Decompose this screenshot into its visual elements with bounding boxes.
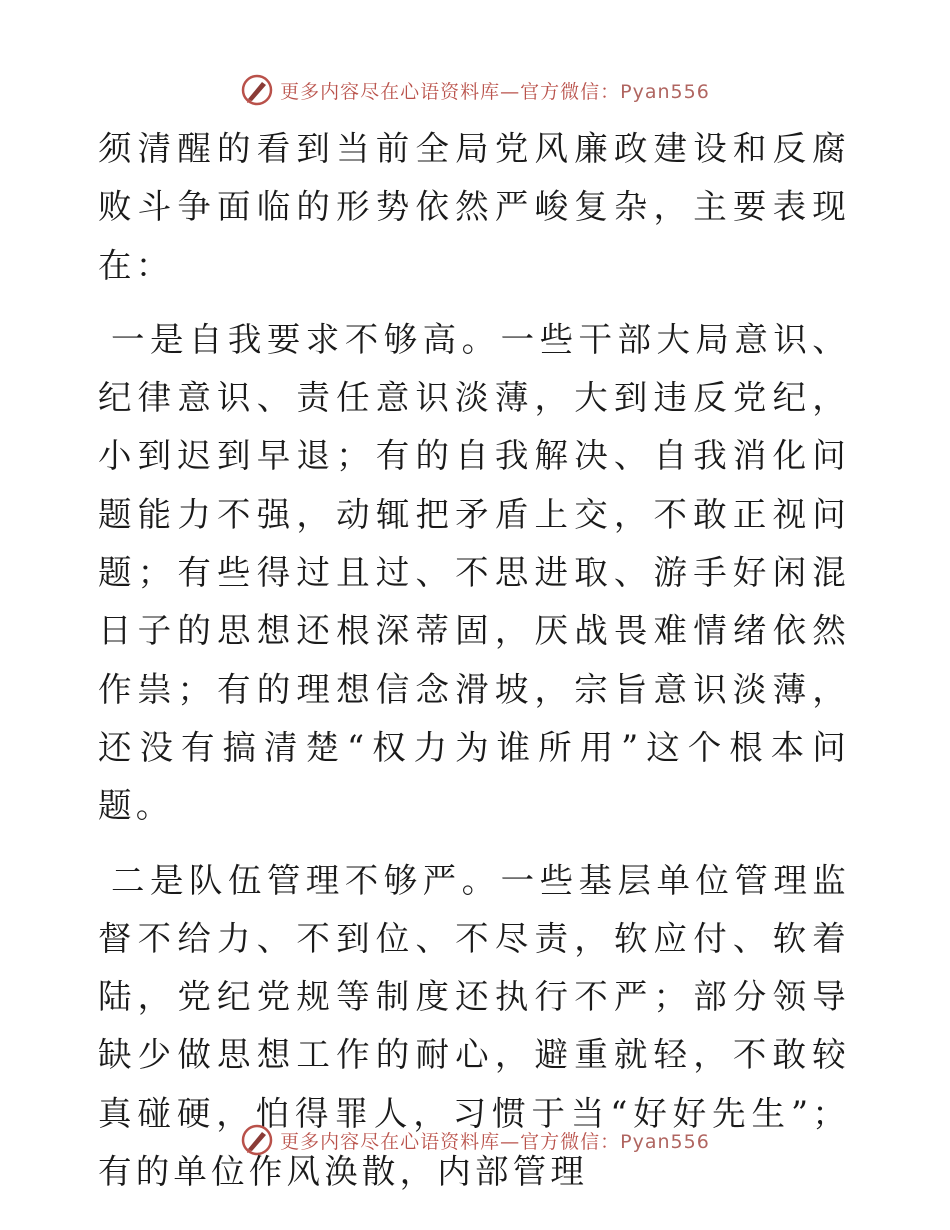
watermark-text: 更多内容尽在心语资料库—官方微信：Pyan556 (280, 1130, 710, 1153)
watermark-contact: Pyan556 (620, 1130, 710, 1153)
pen-circle-logo-icon (240, 1123, 274, 1157)
paragraph-point-one: 一是自我要求不够高。一些干部大局意识、纪律意识、责任意识淡薄，大到违反党纪，小到迟到早退；有的自我解决、自我消化问题能力不强，动辄把矛盾上交，不敢正视问题；有些得过且过、不思进取、游手好闲混日子的思想还根深蒂固，厌战畏难情绪依然作祟；有的理想信念滑坡，宗旨意识淡薄，还没有搞清楚“权力为谁所用”这个根本问题。 (98, 319, 850, 826)
watermark-text: 更多内容尽在心语资料库—官方微信：Pyan556 (280, 80, 710, 103)
paragraph-point-two: 二是队伍管理不够严。一些基层单位管理监督不给力、不到位、不尽责，软应付、软着陆，党纪党规等制度还执行不严；部分领导缺少做思想工作的耐心，避重就轻，不敢较真碰硬，怕得罪人，习惯于当“好好先生”；有的单位作风涣散，内部管理 (98, 860, 850, 1192)
header-watermark (0, 70, 950, 110)
paragraph-intro: 须清醒的看到当前全局党风廉政建设和反腐败斗争面临的形势依然严峻复杂，主要表现在： (98, 129, 850, 285)
footer-watermark (0, 1120, 950, 1160)
watermark-contact: Pyan556 (620, 80, 710, 103)
pen-circle-logo-icon (240, 73, 274, 107)
document-body (98, 120, 850, 1201)
